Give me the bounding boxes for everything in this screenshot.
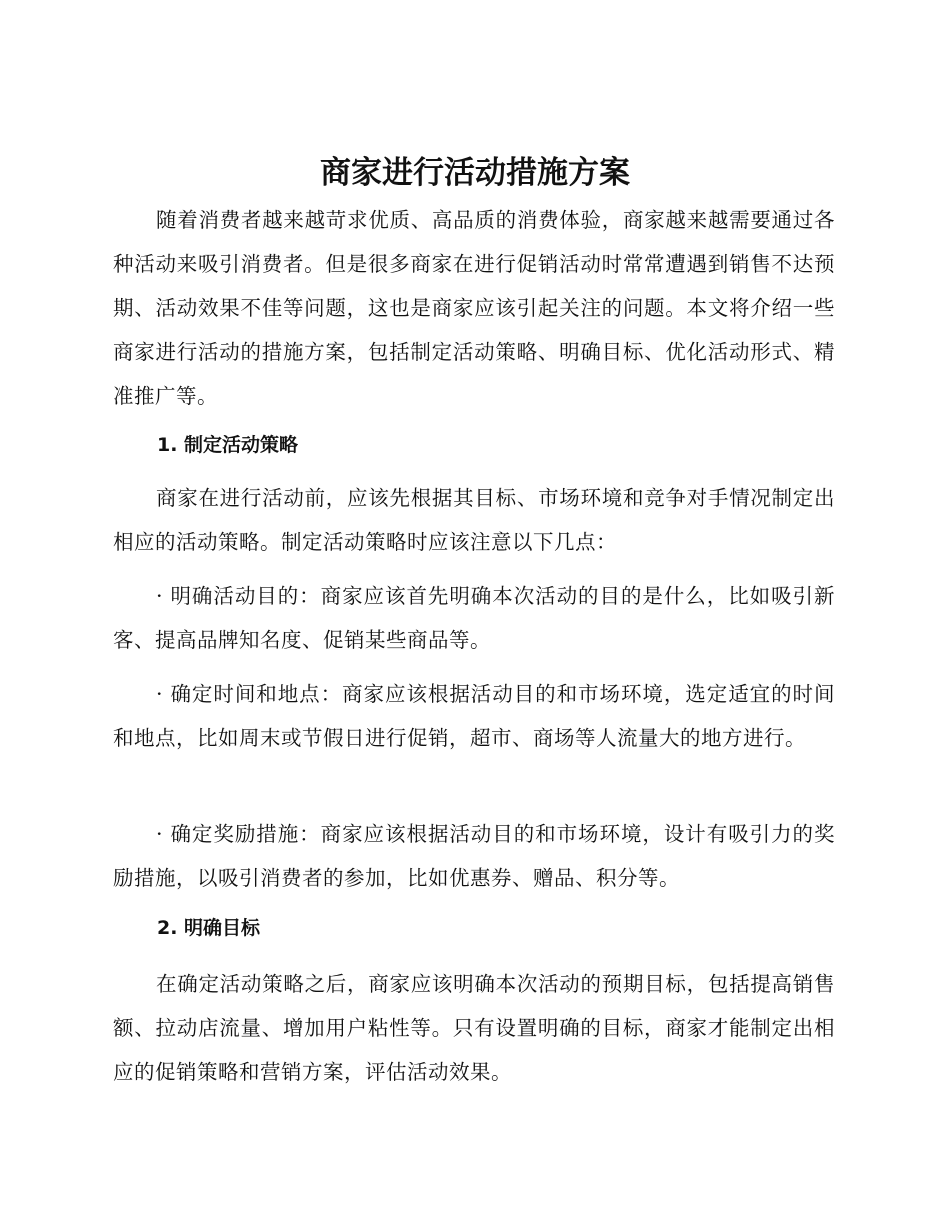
- bullet-item-purpose: · 明确活动目的：商家应该首先明确本次活动的目的是什么，比如吸引新客、提高品牌知名度、促销某些商品等。: [113, 584, 835, 652]
- section-2-heading: 2. 明确目标: [157, 917, 261, 939]
- intro-paragraph: 随着消费者越来越苛求优质、高品质的消费体验，商家越来越需要通过各种活动来吸引消费者。但是很多商家在进行促销活动时常常遭遇到销售不达预期、活动效果不佳等问题，这也是商家应该引起关注的问题。本文将介绍一些商家进行活动的措施方案，包括制定活动策略、明确目标、优化活动形式、精准推广等。: [113, 208, 835, 408]
- bullet-item-rewards: · 确定奖励措施：商家应该根据活动目的和市场环境，设计有吸引力的奖励措施，以吸引消费者的参加，比如优惠券、赠品、积分等。: [113, 822, 835, 890]
- section-1-body: 商家在进行活动前，应该先根据其目标、市场环境和竞争对手情况制定出相应的活动策略。制定活动策略时应该注意以下几点：: [113, 486, 835, 554]
- document-title: 商家进行活动措施方案: [320, 155, 630, 191]
- section-1-heading: 1. 制定活动策略: [157, 434, 299, 456]
- section-2-body: 在确定活动策略之后，商家应该明确本次活动的预期目标，包括提高销售额、拉动店流量、增加用户粘性等。只有设置明确的目标，商家才能制定出相应的促销策略和营销方案，评估活动效果。: [113, 972, 835, 1084]
- bullet-item-time-place: · 确定时间和地点：商家应该根据活动目的和市场环境，选定适宜的时间和地点，比如周末或节假日进行促销，超市、商场等人流量大的地方进行。: [113, 682, 835, 750]
